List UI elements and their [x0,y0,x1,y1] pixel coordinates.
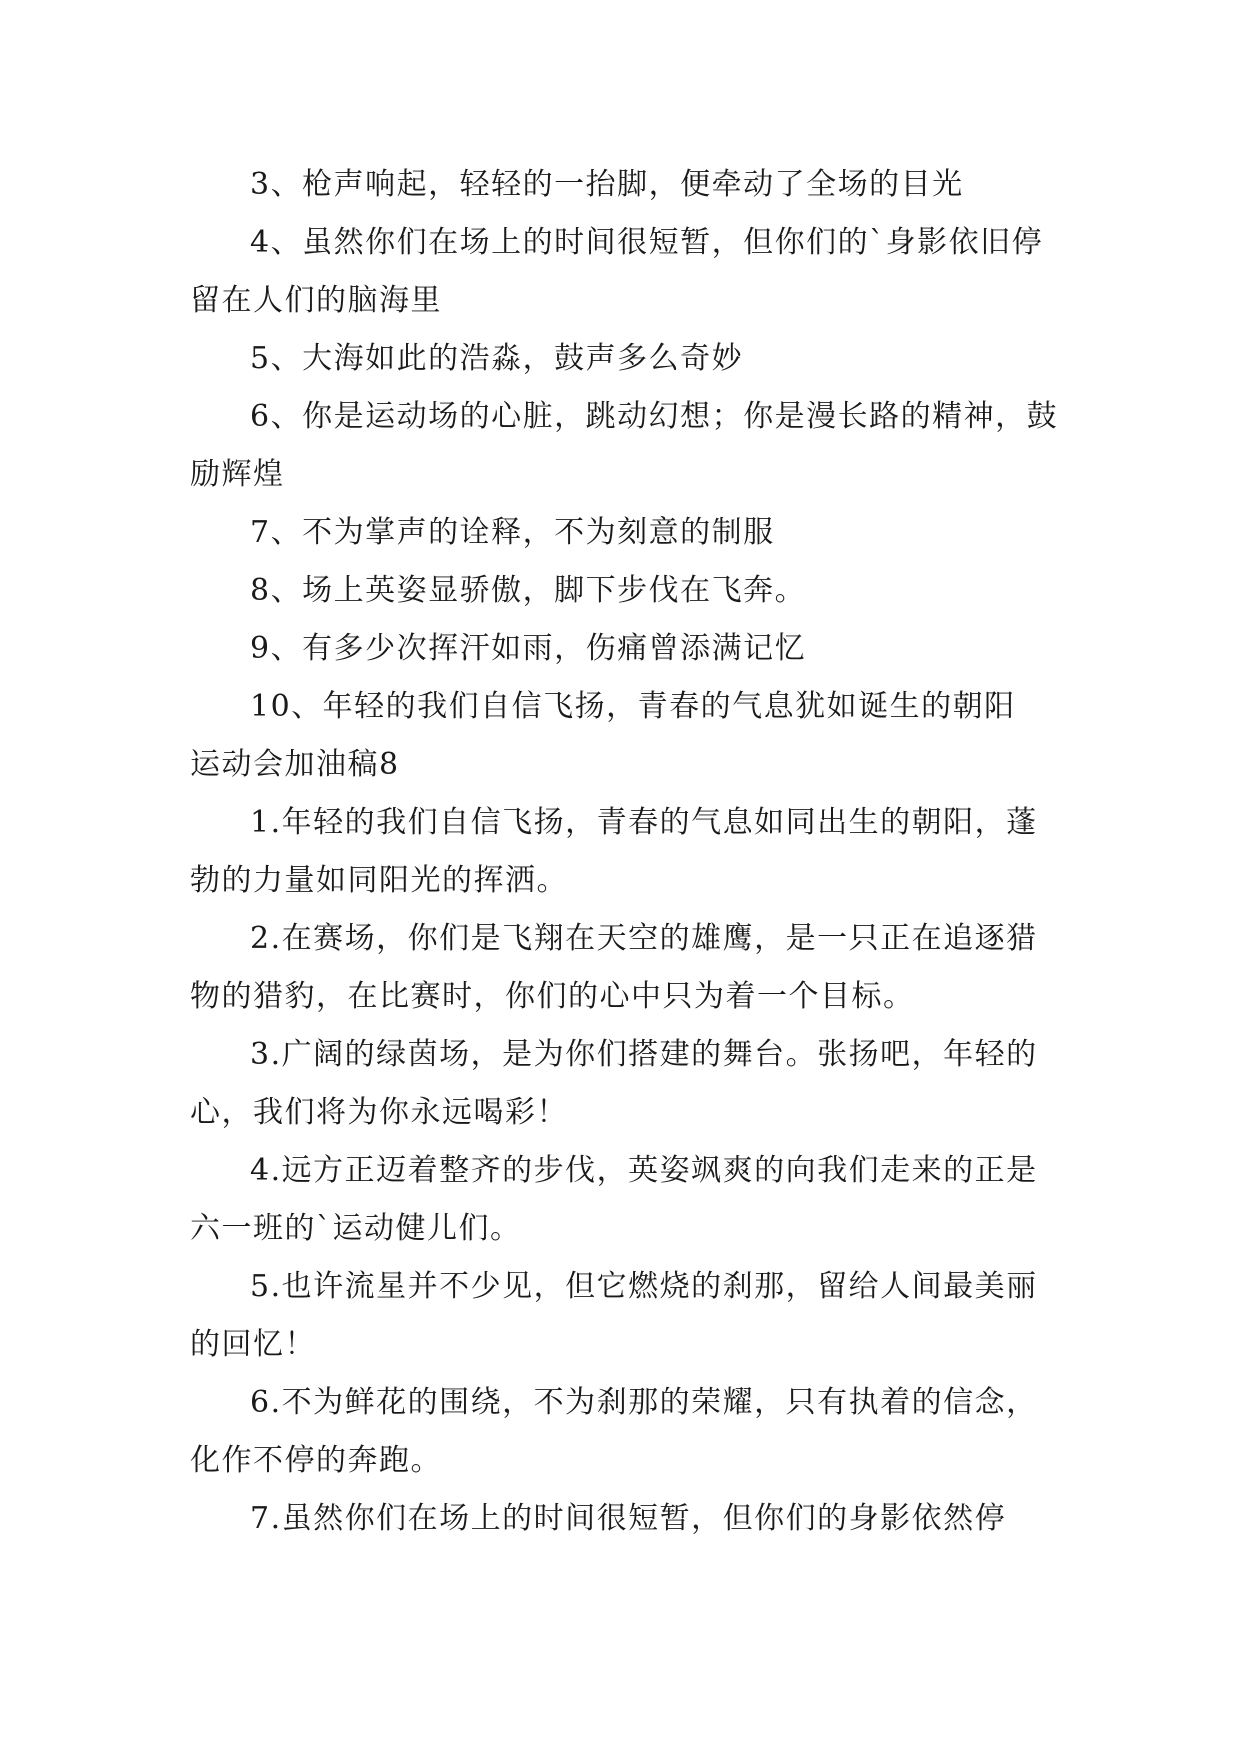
cheer-item-2: 2.在赛场，你们是飞翔在天空的雄鹰，是一只正在追逐猎物的猎豹，在比赛时，你们的心中只为着一个目标。 [190,921,1038,1014]
paragraph-9: 9、有多少次挥汗如雨，伤痛曾添满记忆 [250,631,807,666]
section-heading: 运动会加油稿8 [190,747,400,782]
cheer-item-5: 5.也许流星并不少见，但它燃烧的刹那，留给人间最美丽的回忆！ [190,1269,1038,1362]
cheer-item-1: 1.年轻的我们自信飞扬，青春的气息如同出生的朝阳，蓬勃的力量如同阳光的挥洒。 [190,805,1038,898]
paragraph-10: 10、年轻的我们自信飞扬，青春的气息犹如诞生的朝阳 [250,689,1016,724]
cheer-item-7: 7.虽然你们在场上的时间很短暂，但你们的身影依然停 [250,1501,1007,1536]
cheer-item-4: 4.远方正迈着整齐的步伐，英姿飒爽的向我们走来的正是六一班的`运动健儿们。 [190,1153,1038,1246]
paragraph-6: 6、你是运动场的心脏，跳动幻想；你是漫长路的精神，鼓励辉煌 [190,399,1059,492]
cheer-item-6: 6.不为鲜花的围绕，不为刹那的荣耀，只有执着的信念，化作不停的奔跑。 [190,1385,1038,1478]
document-body [190,156,1060,1548]
cheer-item-3: 3.广阔的绿茵场，是为你们搭建的舞台。张扬吧，年轻的心，我们将为你永远喝彩！ [190,1037,1038,1130]
paragraph-4: 4、虽然你们在场上的时间很短暂，但你们的`身影依旧停留在人们的脑海里 [190,225,1044,318]
paragraph-8: 8、场上英姿显骄傲，脚下步伐在飞奔。 [250,573,807,608]
paragraph-7: 7、不为掌声的诠释，不为刻意的制服 [250,515,775,550]
paragraph-3: 3、枪声响起，轻轻的一抬脚，便牵动了全场的目光 [250,167,964,202]
paragraph-5: 5、大海如此的浩淼，鼓声多么奇妙 [250,341,744,376]
